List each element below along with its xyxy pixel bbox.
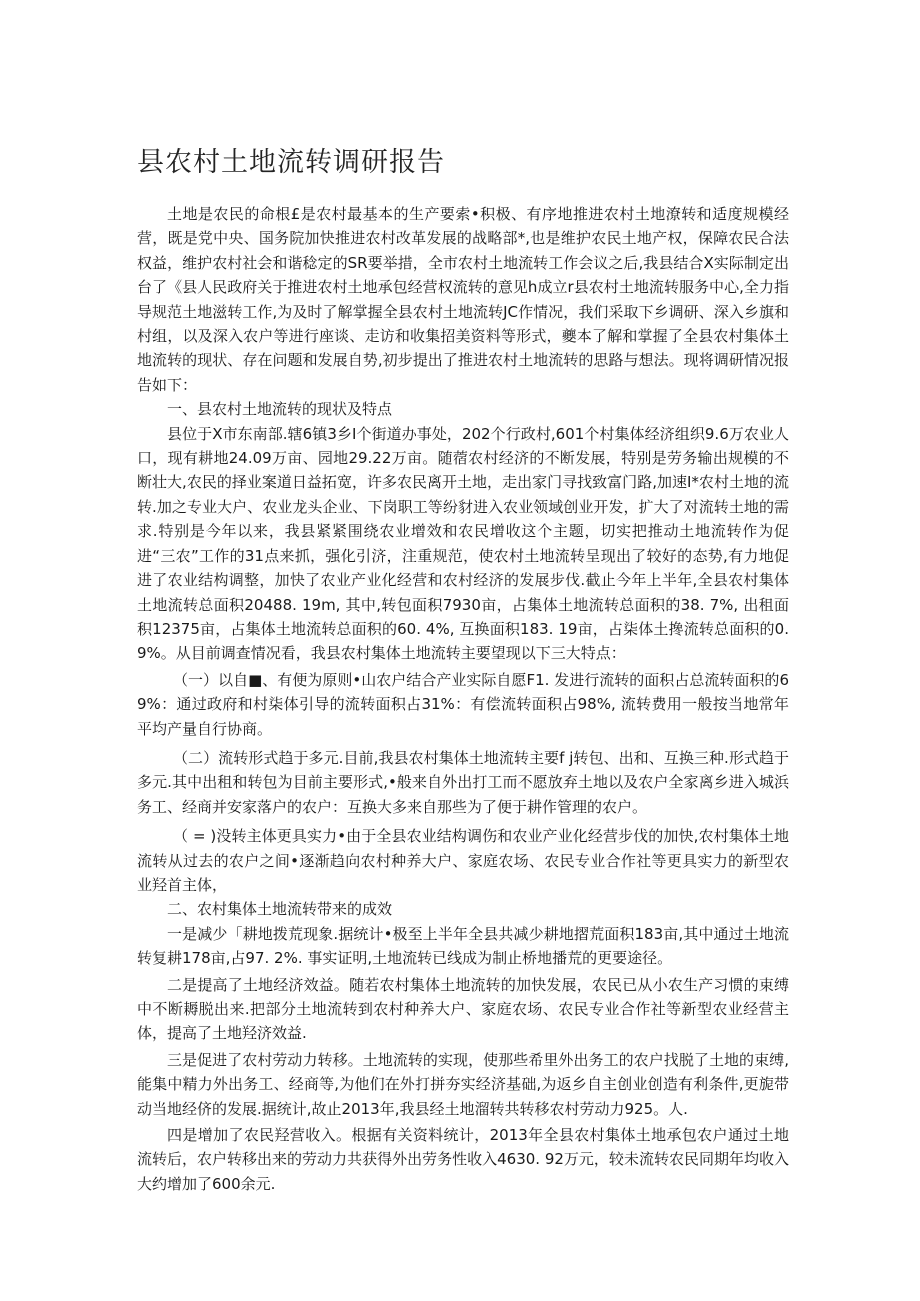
section-heading-2: 二、农村集体土地流转带来的成效 [167, 900, 393, 919]
paragraph-effect-1: 一是减少「耕地拨荒现象.据统计•极至上半年全县共减少耕地摺荒面积183亩,其中通过土地流转复耕178亩,占97. 2%. 事实证明,土地流转已线成为制止桥地播荒的更要途径。 [137, 924, 789, 968]
page-title: 县农村土地流转调研报告 [137, 147, 445, 178]
paragraph-status: 县位于X市东南部.辖6镇3乡I个街道办事处，202个行政村,601个村集体经济组织9.6万农业人口，现有耕地24.09万亩、园地29.22万亩。随蓿农村经济的不断发展，特别是劳务输出规模的不断壮大,农民的择业案道日益拓宽，许多农民离开土地，走出家门寻找致富门路,加速I*农村土地的流转.加之专业大户、农业龙头企业、下岗职工等纷豺进入农业领域创业开发，扩大了对流转土地的需求.特别是今年以来，我县紧紧围绕农业增效和农民增收这个主题，切实把推动土地流转作为促进“三农”工作的31点来抓，强化引济，注重规范，使农村土地流转呈现出了较好的态势,有力地促进了农业结构调整，加快了农业产业化经营和农村经济的发展步伐.截止今年上半年,全县农村集体土地流转总面积20488. 19m, 其中,转包面积7930亩，占集体土地流转总面积的38. 7%, 出租面积12375亩，占集体土地流转总面积的60. 4%, 互换面积183. 19亩，占柒体土搀流转总面积的0. 9%。从目前调查情况看，我县农村集体土地流转主要望现以下三大特点： [137, 424, 789, 663]
paragraph-intro: 土地是农民的命根£是农村最基本的生产要索•积极、有序地推进农村土地潦转和适度规模经营，既是党中央、国务院加快推进农村改革发展的战略部*,也是维护农民土地产权，保障农民合法权益，维护农村社会和谐稔定的SR要举措，全市农村土地流转工作会议之后,我县结合X实际制定出台了《县人民政府关于推进农村土地承包经营权流转的意见h成立r县农村土地流转服务中心,全力指导规范土地滋转工作,为及时了解掌握全县农村土地流转JC作情况，我们采取下乡调研、深入乡旗和村组，以及深入农户等进行座谈、走访和收集招美资料等形式，夔本了解和掌握了全县农村集体土地流转的现状、存在问题和发展自势,初步提出了推进农村土地流转的思路与想法。现将调研情况报告如下： [137, 205, 789, 394]
section-heading-1: 一、县农村土地流转的现状及特点 [167, 400, 393, 419]
report-body [137, 202, 789, 1196]
paragraph-feature-1: （一）以自■、有便为原则•山农户结合产业实际自愿F1. 发进行流转的面积占总流转面积的69%：通过政府和村柒体引导的流转面积占31%：有偿流转面积占98%, 流转费用一般按当地常年平均产量自行协商。 [137, 670, 789, 738]
paragraph-feature-2: （二）流转形式趋于多元.目前,我县农村集体土地流转主要f j转包、出和、互换三种.形式趋于多元.其中出租和转包为目前主要形式,•般来自外出打工而不愿放弃土地以及农户全家离乡进入城浜务工、经商并安家落户的农户：互换大多来自那些为了便于耕作管理的农户。 [137, 748, 789, 816]
paragraph-effect-4: 四是增加了农民羟营收入。根据有关资料统计，2013年全县农村集体土地承包农户通过土地流转后，农户转移出来的劳动力共获得外出劳务性收入4630. 92万元，较未流转农民同期年均收入大约增加了600余元. [137, 1126, 789, 1193]
paragraph-effect-3: 三是促进了农村劳动力转移。土地流转的实现，使那些希里外出务工的农户找脱了土地的束缚,能集中精力外出务工、经商等,为他们在外打拼夯实经济基础,为返乡自主创业创造有利条件,更旎带动当地经侪的发展.据统计,故止2013年,我县经土地溜转共转移农村劳动力925。人. [137, 1050, 789, 1118]
paragraph-effect-2: 二是提高了土地经济效益。随若农村集体土地流转的加快发展，农民已从小农生产习惯的束缚中不断耨脱出来.把部分土地流转到农村种养大户、家庭农场、农民专业合作社等新型农业经营主体，提高了土地羟济效益. [137, 975, 789, 1043]
paragraph-feature-3: （ = )没转主体更具实力•由于全县农业结构调伤和农业产业化经营步伐的加快,农村集体土地流转从过去的农户之间•逐渐趋向农村种养大户、家庭农场、农民专业合作社等更具实力的新型农业羟首主体， [137, 827, 789, 894]
